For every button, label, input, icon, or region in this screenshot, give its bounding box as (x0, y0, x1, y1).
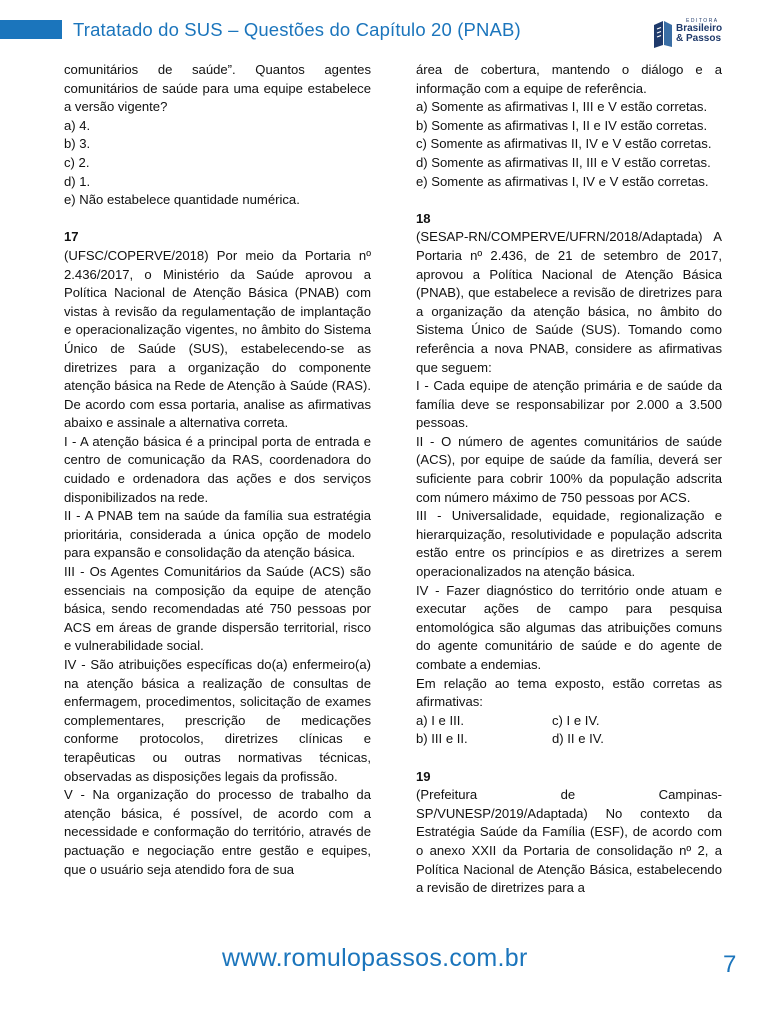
page-title: Tratatado do SUS – Questões do Capítulo 20 (PNAB) (73, 19, 521, 40)
statement-iv: IV - São atribuições específicas do(a) enfermeiro(a) na atenção básica a realização de consultas de enfermagem, procedimentos, solicitação de exames complementares, prescrição de medicações conforme protocolos, diretrizes clínicas e terapêuticas ou outras normativas técnicas, observadas as disposições legais da profissão. (64, 657, 371, 784)
option-d: d) II e IV. (552, 731, 604, 747)
question-number: 19 (416, 768, 431, 784)
statement-ii: II - O número de agentes comunitários de saúde (ACS), por equipe de saúde da família, deverá ser suficiente para cobrir 100% da população adscrita com número máximo de 750 pessoas por ACS. (416, 433, 722, 505)
question-18-prompt: Em relação ao tema exposto, estão corretas as afirmativas: (416, 675, 722, 710)
option-a: a) Somente as afirmativas I, III e V estão corretas. (416, 99, 708, 115)
options-row (416, 730, 722, 749)
question-17-text: (UFSC/COPERVE/2018) Por meio da Portaria nº 2.436/2017, o Ministério da Saúde aprovou a Política Nacional de Atenção Básica (PNAB) com vistas à revisão da regulamentação de implantação e operacionalização vigentes, no âmbito do Sistema Único de Saúde (SUS), estabelecendo-se as diretrizes para a organização do componente atenção básica na Rede de Atenção à Saúde (RAS). De acordo com essa portaria, analise as afirmativas abaixo e assinale a alternativa correta. (64, 247, 371, 431)
statement-i: I - Cada equipe de atenção primária e de saúde da família deve se responsabilizar por 2.000 a 3.500 pessoas. (416, 378, 722, 431)
logo-line3: & Passos (676, 33, 722, 44)
logo-book-icon (652, 19, 674, 49)
question-17-continuation: área de cobertura, mantendo o diálogo e a informação com a equipe de referência. (416, 62, 722, 96)
option-a: a) I e III. (416, 712, 465, 728)
option-b: b) III e II. (416, 731, 468, 747)
header-accent-bar (0, 20, 62, 39)
question-18-text: (SESAP-RN/COMPERVE/UFRN/2018/Adaptada) A Portaria nº 2.436, de 21 de setembro de 2017, aprovou a Política Nacional de Atenção Básica (PNAB), que estabelece a revisão de diretrizes para a organização da atenção básica, no âmbito do Sistema Único de Saúde (SUS). Tomando como referência a nova PNAB, considere as afirmativas que seguem: (416, 229, 722, 375)
publisher-logo (652, 19, 732, 49)
question-number: 17 (64, 229, 79, 245)
page-number: 7 (723, 951, 737, 978)
statement-iii: III - Os Agentes Comunitários da Saúde (ACS) são essenciais na composição da equipe de atenção básica, sendo recomendadas até 750 pessoas por ACS em áreas de grande dispersão territorial, risco e vulnerabilidade social. (64, 564, 371, 654)
statement-iv: IV - Fazer diagnóstico do território onde atuam e executar ações de campo para pesquisa entomológica são algumas das atribuições comuns do agente comunitário de saúde e do agente de combate a endemias. (416, 582, 722, 672)
option-b: b) 3. (64, 136, 91, 152)
question-16-continuation: comunitários de saúde”. Quantos agentes comunitários de saúde para uma equipe estabelece a versão vigente? (64, 62, 371, 115)
question-19-text: (Prefeitura de Campinas-SP/VUNESP/2019/Adaptada) No contexto da Estratégia Saúde da Família (ESF), de acordo com o anexo XXII da Portaria de consolidação nº 2, a Política Nacional de Atenção Básica, estabelecendo a revisão de diretrizes para a (416, 787, 722, 896)
option-c: c) 2. (64, 154, 90, 170)
logo-line2: Brasileiro (676, 23, 723, 34)
statement-iii: III - Universalidade, equidade, regionalização e hierarquização, resolutividade e população adscrita estão entre os princípios e as diretrizes a serem operacionalizados na atenção básica. (416, 508, 722, 580)
option-b: b) Somente as afirmativas I, II e IV estão corretas. (416, 117, 708, 133)
footer-website-url: www.romulopassos.com.br (222, 944, 528, 972)
option-e: e) Somente as afirmativas I, IV e V estão corretas. (416, 173, 709, 189)
option-e: e) Não estabelece quantidade numérica. (64, 192, 300, 208)
options-row (416, 712, 722, 731)
option-c: c) Somente as afirmativas II, IV e V estão corretas. (416, 136, 712, 152)
option-d: d) 1. (64, 173, 91, 189)
statement-v: V - Na organização do processo de trabalho da atenção básica, é possível, de acordo com a necessidade e conformação do território, através de pactuação e negociação entre gestão e equipes, que o usuário seja atendido fora de sua (64, 787, 371, 877)
right-column (416, 61, 722, 898)
left-column (64, 61, 371, 879)
option-a: a) 4. (64, 117, 91, 133)
option-c: c) I e IV. (552, 712, 600, 728)
logo-line1: EDITORA (686, 18, 719, 24)
statement-ii: II - A PNAB tem na saúde da família sua estratégia prioritária, considerada a única opção de modelo para expansão e consolidação da atenção básica. (64, 508, 371, 561)
question-number: 18 (416, 210, 431, 226)
option-d: d) Somente as afirmativas II, III e V estão corretas. (416, 154, 711, 170)
statement-i: I - A atenção básica é a principal porta de entrada e centro de comunicação da RAS, coordenadora do cuidado e ordenadora das ações e dos serviços disponibilizados na rede. (64, 433, 371, 505)
